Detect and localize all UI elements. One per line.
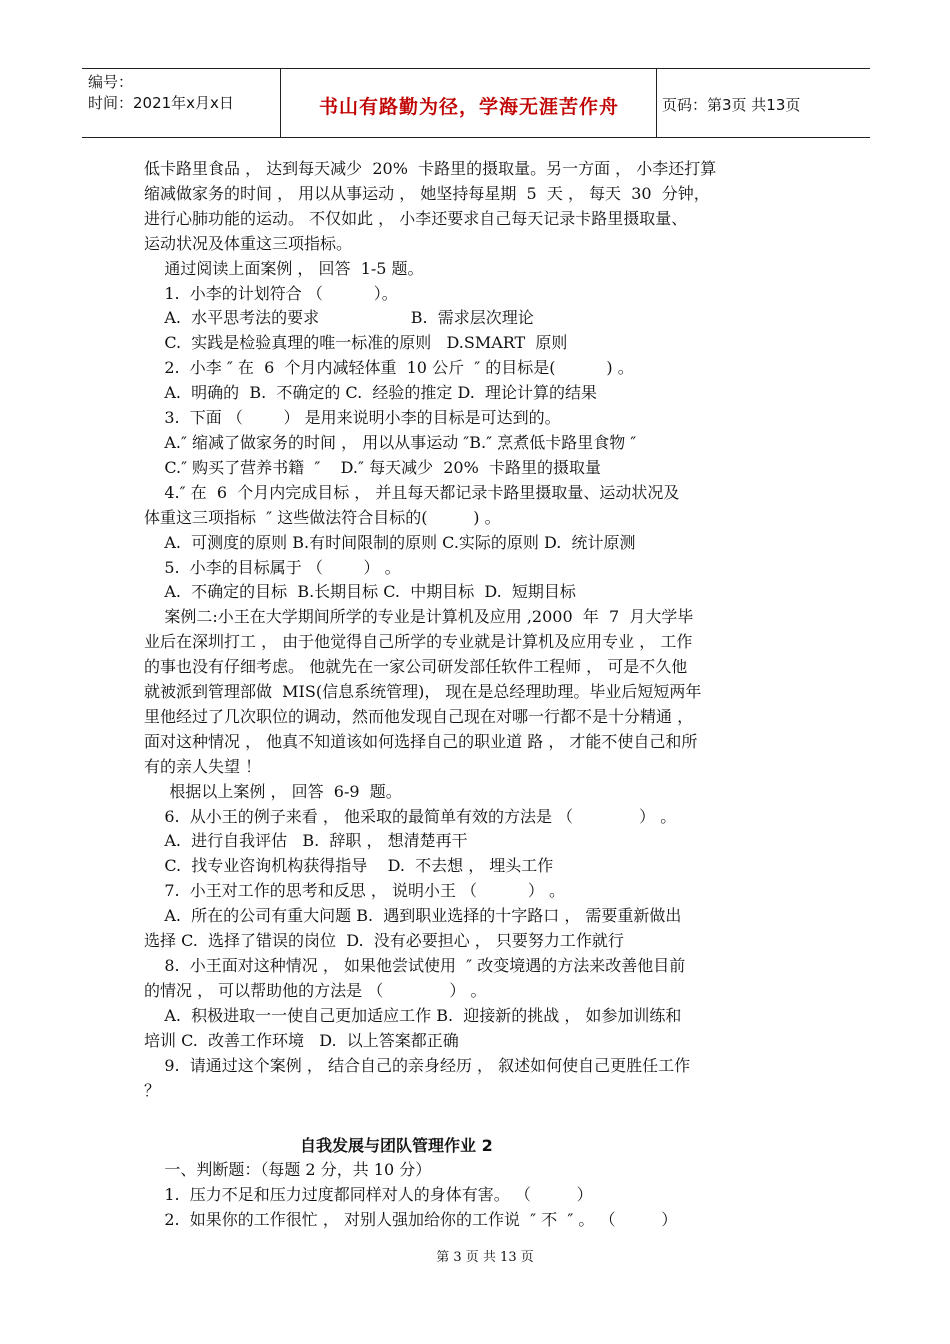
text-line: 6. 从小王的例子来看 ， 他采取的最简单有效的方法是 （ ） 。 — [144, 806, 677, 826]
number-label: 编号： — [88, 73, 134, 91]
text-line: A.″ 缩减了做家务的时间 ， 用以从事运动 ″B.″ 烹煮低卡路里食物 ″ — [144, 432, 637, 452]
text-line: A. 不确定的目标 B.长期目标 C. 中期目标 D. 短期目标 — [144, 582, 576, 602]
text-line: 案例二:小王在大学期间所学的专业是计算机及应用 ,2000 年 7 月大学毕 — [144, 607, 694, 627]
text-line: 3. 下面 （ ） 是用来说明小李的目标是可达到的。 — [144, 408, 561, 428]
text-line: 选择 C. 选择了错误的岗位 D. 没有必要担心 ， 只要努力工作就行 — [144, 931, 624, 951]
text-line: 低卡路里食品 ， 达到每天减少 20% 卡路里的摄取量。另一方面 ， 小李还打算 — [144, 159, 717, 178]
text-line: C. 找专业咨询机构获得指导 D. 不去想 ， 埋头工作 — [144, 856, 554, 876]
text-line: 有的亲人失望 ！ — [144, 756, 262, 776]
text-line: 1. 压力不足和压力过度都同样对人的身体有害。 （ ） — [144, 1184, 593, 1204]
text-line: 1. 小李的计划符合 （ ）。 — [144, 283, 398, 303]
text-line: ？ — [144, 1080, 161, 1100]
section-title: 自我发展与团队管理作业 2 — [300, 1136, 493, 1155]
header-motto: 书山有路勤为径，学海无涯苦作舟 — [318, 96, 619, 118]
text-line: 的事也没有仔细考虑。 他就先在一家公司研发部任软件工程师 ， 可是不久他 — [144, 657, 688, 677]
text-line: 2. 如果你的工作很忙 ， 对别人强加给你的工作说 ″ 不 ″ 。 （ ） — [144, 1209, 678, 1229]
text-line: 培训 C. 改善工作环境 D. 以上答案都正确 — [144, 1030, 459, 1050]
text-line: A. 可测度的原则 B.有时间限制的原则 C.实际的原则 D. 统计原测 — [144, 532, 636, 552]
text-line: 缩减做家务的时间 ， 用以从事运动 ， 她坚持每星期 5 天 ， 每天 30 分钟， — [144, 183, 710, 203]
page-header — [82, 68, 870, 138]
text-line: 就被派到管理部做 MIS(信息系统管理)， 现在是总经理助理。毕业后短短两年 — [144, 682, 702, 702]
document-body-section2 — [144, 1158, 808, 1233]
text-line: C.″ 购买了营养书籍 ″ D.″ 每天减少 20% 卡路里的摄取量 — [144, 457, 601, 477]
text-line: 运动状况及体重这三项指标。 — [144, 233, 353, 253]
text-line: 9. 请通过这个案例 ， 结合自己的亲身经历 ， 叙述如何使自己更胜任工作 — [144, 1055, 691, 1075]
text-line: 里他经过了几次职位的调动，然而他发现自己现在对哪一行都不是十分精通 ， — [144, 706, 694, 726]
header-divider — [280, 69, 281, 137]
text-line: 业后在深圳打工 ， 由于他觉得自己所学的专业就是计算机及应用专业 ， 工作 — [144, 632, 693, 652]
text-line: 进行心肺功能的运动。 不仅如此 ， 小李还要求自己每天记录卡路里摄取量、 — [144, 208, 688, 228]
text-line: A. 进行自我评估 B. 辞职 ， 想清楚再干 — [144, 831, 468, 851]
text-line: 面对这种情况 ， 他真不知道该如何选择自己的职业道 路 ， 才能不使自己和所 — [144, 731, 698, 751]
text-line: A. 水平思考法的要求 B. 需求层次理论 — [144, 308, 534, 328]
text-line: A. 积极进取一一使自己更加适应工作 B. 迎接新的挑战 ， 如参加训练和 — [144, 1005, 682, 1025]
text-line: A. 明确的 B. 不确定的 C. 经验的推定 D. 理论计算的结果 — [144, 383, 597, 403]
page-footer: 第 3 页 共 13 页 — [436, 1250, 534, 1265]
text-line: 的情况 ， 可以帮助他的方法是 （ ） 。 — [144, 980, 487, 1000]
text-line: 一、判断题：（每题 2 分，共 10 分） — [144, 1160, 432, 1179]
text-line: C. 实践是检验真理的唯一标准的原则 D.SMART 原则 — [144, 333, 568, 353]
text-line: 根据以上案例 ， 回答 6-9 题。 — [144, 781, 402, 801]
text-line: 7. 小王对工作的思考和反思 ， 说明小王 （ ） 。 — [144, 881, 565, 901]
text-line: 4.″ 在 6 个月内完成目标 ， 并且每天都记录卡路里摄取量、运动状况及 — [144, 482, 680, 502]
date-label: 时间：2021年x月x日 — [88, 94, 234, 112]
header-divider — [656, 69, 657, 137]
text-line: 通过阅读上面案例 ， 回答 1-5 题。 — [144, 258, 424, 278]
page-number-label: 页码：第3页 共13页 — [662, 96, 801, 114]
document-body — [144, 157, 808, 1103]
text-line: 体重这三项指标 ″ 这些做法符合目标的( ) 。 — [144, 507, 501, 527]
text-line: 8. 小王面对这种情况 ， 如果他尝试使用 ″ 改变境遇的方法来改善他目前 — [144, 956, 686, 975]
text-line: A. 所在的公司有重大问题 B. 遇到职业选择的十字路口 ， 需要重新做出 — [144, 906, 682, 926]
text-line: 2. 小李 ″ 在 6 个月内减轻体重 10 公斤 ″ 的目标是( ) 。 — [144, 358, 634, 378]
text-line: 5. 小李的目标属于 （ ） 。 — [144, 557, 401, 577]
header-meta — [88, 72, 234, 114]
